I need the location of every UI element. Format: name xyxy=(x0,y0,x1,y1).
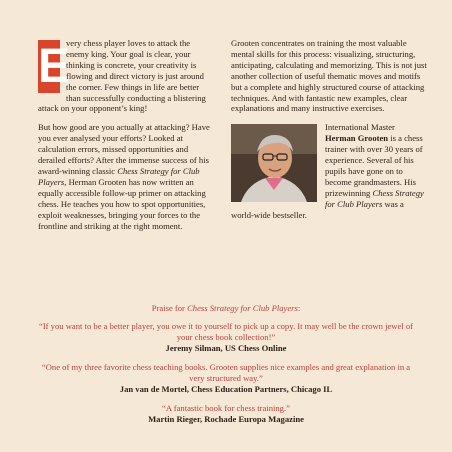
book-title: Chess Strategy for Club Players xyxy=(38,165,200,187)
author-photo xyxy=(231,124,317,202)
praise-heading-colon: : xyxy=(297,303,301,313)
author-portrait xyxy=(231,124,317,202)
praise-section xyxy=(38,303,414,433)
drop-cap: E xyxy=(38,40,71,93)
praise-quote: “A fantastic book for chess training.” xyxy=(162,403,290,413)
training-paragraph: Grooten concentrates on training the most valuable mental skills for this process: visualizing, structuring, anticipating, calculating and memorizing. This is not just another collection of useful thematic moves and motifs but a complete and highly structured course of attacking techniques. And with fantastic new examples, clear explanations and many instructive exercises. xyxy=(231,38,427,114)
left-column xyxy=(38,38,214,239)
intro-paragraph xyxy=(38,38,214,114)
bio-book-title: Chess Strategy for Club Players xyxy=(325,187,424,209)
praise-source: Jeremy Silman, US Chess Online xyxy=(165,343,287,353)
praise-quote: “One of my three favorite chess teaching books. Grooten supplies nice examples and great explanation in a very structured way.” xyxy=(41,362,411,383)
attacking-paragraph xyxy=(38,122,214,231)
author-bio xyxy=(231,122,427,220)
bio-text-a: International Master xyxy=(325,122,395,133)
intro-text: very chess player loves to attack the enemy king. Your goal is clear, your thinking is concrete, your creativity is flowing and direct victory is just around the corner. Few things in life are better than successfully conducting a blistering attack on your opponent’s king! xyxy=(38,38,206,114)
attacking-text-a: But how good are you actually at attacking? Have you ever analysed your efforts? Looked at calculation errors, missed opportunities and derailed efforts? After the immense success of his award-winning classic xyxy=(38,122,210,176)
attacking-text-b: , Herman Grooten has now written an equally accessible follow-up primer on attacking chess. He teaches you how to spot opportunities, exploit weaknesses, bringing your forces to the frontline and striking at the right moment. xyxy=(38,176,206,231)
right-column xyxy=(231,38,427,229)
praise-source: Jan van de Mortel, Chess Education Partners, Chicago IL xyxy=(119,384,333,394)
praise-heading xyxy=(38,303,414,314)
author-name: Herman Grooten xyxy=(325,133,389,144)
praise-book-title: Chess Strategy for Club Players xyxy=(187,303,298,313)
praise-heading-text: Praise for xyxy=(151,303,188,313)
bio-text-c: was a world-wide bestseller. xyxy=(231,198,404,220)
praise-quote: “If you want to be a better player, you owe it to yourself to pick up a copy. It may well be the crown jewel of your chess book collection!” xyxy=(39,321,413,342)
praise-source: Martin Rieger, Rochade Europa Magazine xyxy=(148,414,304,424)
bio-text-b: is a chess trainer with over 30 years of experience. Several of his pupils have gone on to become grandmasters. His prizewinning xyxy=(325,133,423,198)
